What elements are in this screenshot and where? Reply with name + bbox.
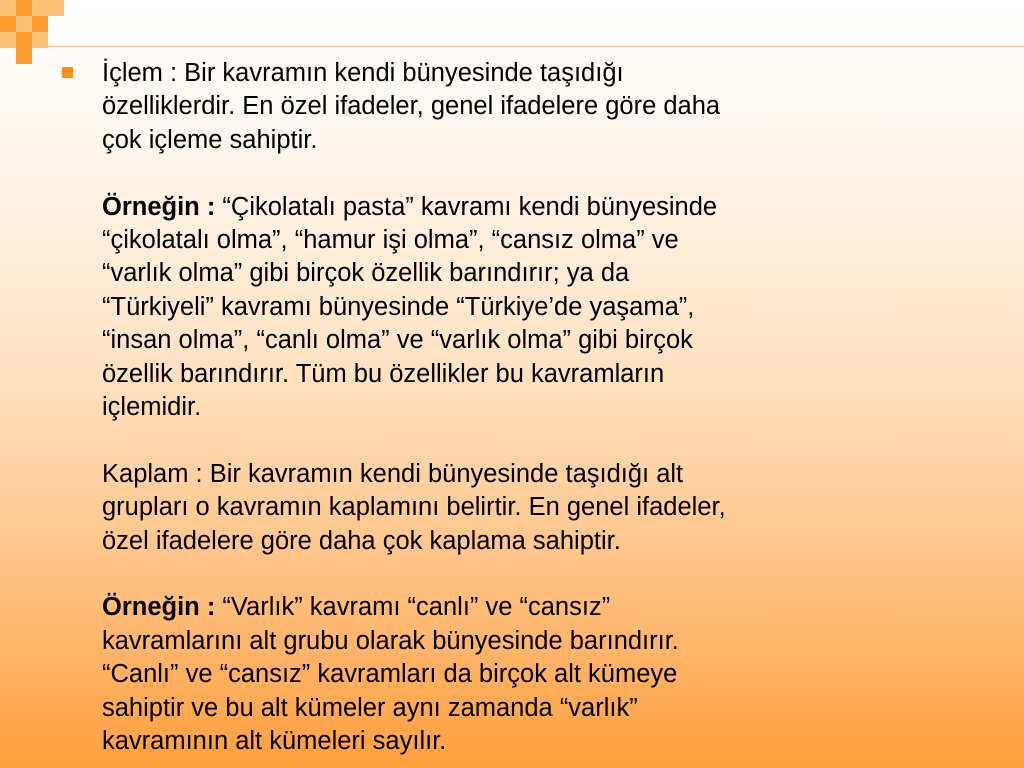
decor-square [16, 0, 32, 16]
text-line: “insan olma”, “canlı olma” ve “varlık olma” gibi birçok [102, 326, 693, 355]
example-label: Örneğin : [102, 192, 216, 221]
text-line: “varlık olma” gibi birçok özellik barındırır; ya da [102, 259, 630, 288]
paragraph-kaplam [102, 458, 962, 558]
text-run: “Çikolatalı pasta” kavramı kendi bünyesinde [215, 192, 718, 221]
paragraph-ornek-iclem [102, 191, 962, 425]
text-line [102, 191, 962, 224]
text-line: sahiptir ve bu alt kümeler aynı zamanda “varlık” [102, 693, 638, 722]
text-line: kavramının alt kümeleri sayılır. [102, 727, 447, 756]
decor-square [16, 16, 32, 32]
text-line: “Türkiyeli” kavramı bünyesinde “Türkiye’de yaşama”, [102, 292, 695, 321]
text-line: içlemidir. [102, 393, 202, 422]
text-line: özelliklerdir. En özel ifadeler, genel ifadelere göre daha [102, 92, 721, 121]
decor-square [0, 0, 16, 16]
text-line: İçlem : Bir kavramın kendi bünyesinde taşıdığı [102, 59, 624, 87]
text-line: grupları o kavramın kaplamını belirtir. En genel ifadeler, [102, 493, 726, 522]
bullet-square-icon [62, 67, 73, 78]
text-line: Kaplam : Bir kavramın kendi bünyesinde taşıdığı alt [102, 459, 684, 488]
text-line: çok içleme sahiptir. [102, 125, 318, 154]
decor-square [16, 48, 32, 64]
paragraph-ornek-kaplam [102, 591, 962, 758]
text-line: özellik barındırır. Tüm bu özellikler bu kavramların [102, 359, 665, 388]
decor-square [0, 32, 16, 48]
text-line [102, 591, 962, 624]
bullet-text [102, 57, 962, 758]
paragraph-iclem [102, 57, 962, 157]
text-run: “Varlık” kavramı “canlı” ve “cansız” [215, 593, 611, 622]
decor-square [48, 0, 64, 16]
text-line: kavramlarını alt grubu olarak bünyesinde barındırır. [102, 626, 679, 655]
text-line: “çikolatalı olma”, “hamur işi olma”, “cansız olma” ve [102, 226, 679, 255]
text-line: “Canlı” ve “cansız” kavramları da birçok alt kümeye [102, 660, 678, 689]
example-label: Örneğin : [102, 593, 216, 622]
decor-square [32, 32, 48, 48]
decor-square [32, 0, 48, 16]
corner-decoration [0, 0, 80, 70]
decor-square [16, 32, 32, 48]
text-line: özel ifadelere göre daha çok kaplama sahiptir. [102, 526, 621, 555]
header-rule [48, 46, 1024, 47]
decor-square [0, 16, 16, 32]
decor-square [32, 16, 48, 32]
